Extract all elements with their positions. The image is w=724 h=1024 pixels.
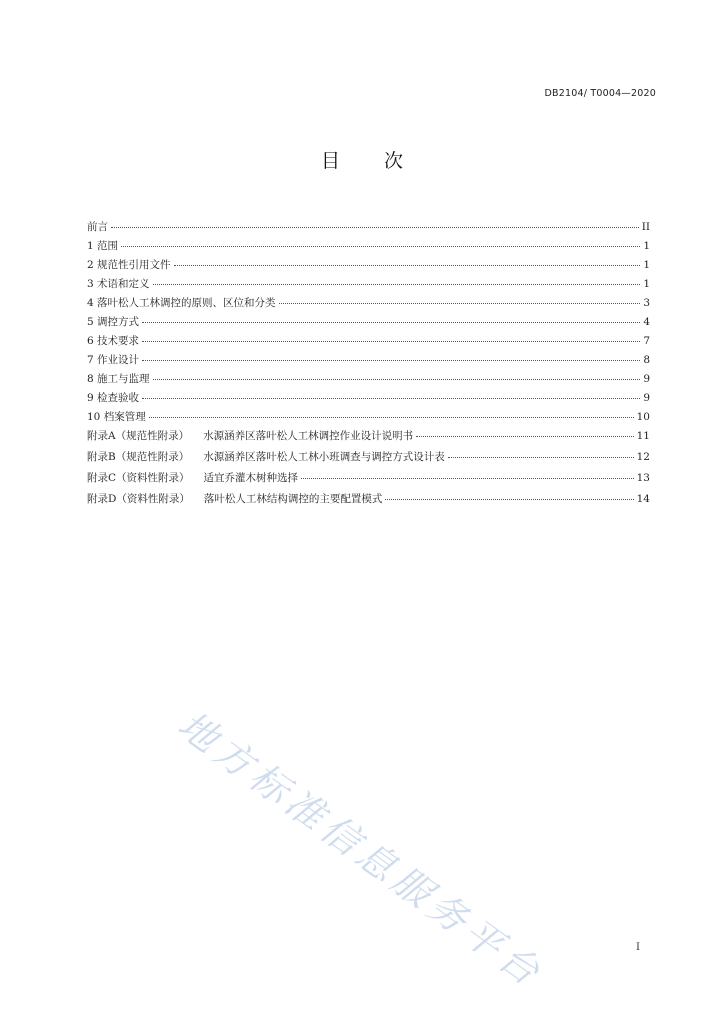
toc-entry-label: 2 规范性引用文件 (87, 259, 171, 271)
toc-entry-terms[interactable] (87, 278, 650, 290)
appendix-prefix: 附录B（规范性附录） (87, 451, 190, 463)
toc-entry-scope[interactable] (87, 240, 650, 252)
appendix-title: 水源涵养区落叶松人工林调控作业设计说明书 (203, 430, 414, 442)
appendix-prefix: 附录A（规范性附录） (87, 430, 190, 442)
toc-entry-normative-references[interactable] (87, 259, 650, 271)
toc-entry-page: 8 (643, 354, 650, 366)
toc-leader-dots (301, 478, 634, 479)
toc-entry-page: 13 (636, 472, 650, 484)
toc-leader-dots (416, 436, 634, 437)
title-char-2: 次 (384, 150, 404, 172)
toc-entry-page: 1 (643, 259, 650, 271)
toc-leader-dots (174, 265, 641, 266)
appendix-title: 落叶松人工林结构调控的主要配置模式 (203, 493, 383, 505)
toc-leader-dots (448, 457, 634, 458)
toc-leader-dots (121, 246, 640, 247)
document-code: DB2104/ T0004—2020 (544, 88, 656, 99)
toc-leader-dots (149, 417, 634, 418)
page-number: I (636, 942, 640, 953)
toc-entry-page: 3 (643, 297, 650, 309)
toc-entry-page: II (641, 221, 650, 233)
toc-leader-dots (279, 303, 641, 304)
toc-entry-page: 11 (636, 430, 650, 442)
toc-entry-page: 9 (643, 392, 650, 404)
toc-entry-appendix-a[interactable] (87, 430, 650, 442)
toc-leader-dots (385, 499, 633, 500)
appendix-prefix: 附录C（资料性附录） (87, 472, 190, 484)
toc-leader-dots (142, 360, 640, 361)
appendix-prefix: 附录D（资料性附录） (87, 493, 190, 505)
toc-entry-label: 5 调控方式 (87, 316, 140, 328)
toc-entry-page: 12 (636, 451, 650, 463)
appendix-title: 适宜乔灌木树种选择 (203, 472, 299, 484)
toc-entry-label: 7 作业设计 (87, 354, 140, 366)
toc-entry-page: 7 (643, 335, 650, 347)
toc-entry-technical-requirements[interactable] (87, 335, 650, 347)
toc-entry-appendix-c[interactable] (87, 472, 650, 484)
toc-entry-page: 1 (643, 240, 650, 252)
toc-entry-archives[interactable] (87, 411, 650, 423)
toc-entry-page: 4 (643, 316, 650, 328)
toc-leader-dots (153, 379, 641, 380)
toc-entry-label: 1 范围 (87, 240, 119, 252)
watermark: 地方标准信息服务平台 (170, 702, 552, 997)
toc-leader-dots (111, 227, 639, 228)
table-of-contents (87, 221, 650, 514)
toc-entry-label: 6 技术要求 (87, 335, 140, 347)
toc-entry-page: 1 (643, 278, 650, 290)
toc-entry-label: 3 术语和定义 (87, 278, 150, 290)
toc-entry-page: 14 (636, 493, 650, 505)
toc-entry-label: 10 档案管理 (87, 411, 146, 423)
toc-entry-appendix-d[interactable] (87, 493, 650, 505)
title-char-1: 目 (320, 150, 340, 172)
toc-leader-dots (142, 322, 640, 323)
toc-entry-label: 9 检查验收 (87, 392, 140, 404)
toc-entry-operation-design[interactable] (87, 354, 650, 366)
appendix-title: 水源涵养区落叶松人工林小班调查与调控方式设计表 (203, 451, 445, 463)
toc-entry-label: 4 落叶松人工林调控的原则、区位和分类 (87, 297, 276, 309)
toc-entry-label: 8 施工与监理 (87, 373, 150, 385)
toc-entry-preface[interactable] (87, 221, 650, 233)
toc-entry-methods[interactable] (87, 316, 650, 328)
toc-leader-dots (142, 398, 640, 399)
toc-entry-principles[interactable] (87, 297, 650, 309)
toc-entry-label: 前言 (87, 221, 108, 233)
toc-leader-dots (142, 341, 640, 342)
page-title (0, 146, 724, 173)
toc-entry-construction[interactable] (87, 373, 650, 385)
toc-entry-page: 10 (636, 411, 650, 423)
toc-entry-appendix-b[interactable] (87, 451, 650, 463)
toc-entry-inspection[interactable] (87, 392, 650, 404)
toc-leader-dots (153, 284, 641, 285)
toc-entry-page: 9 (643, 373, 650, 385)
